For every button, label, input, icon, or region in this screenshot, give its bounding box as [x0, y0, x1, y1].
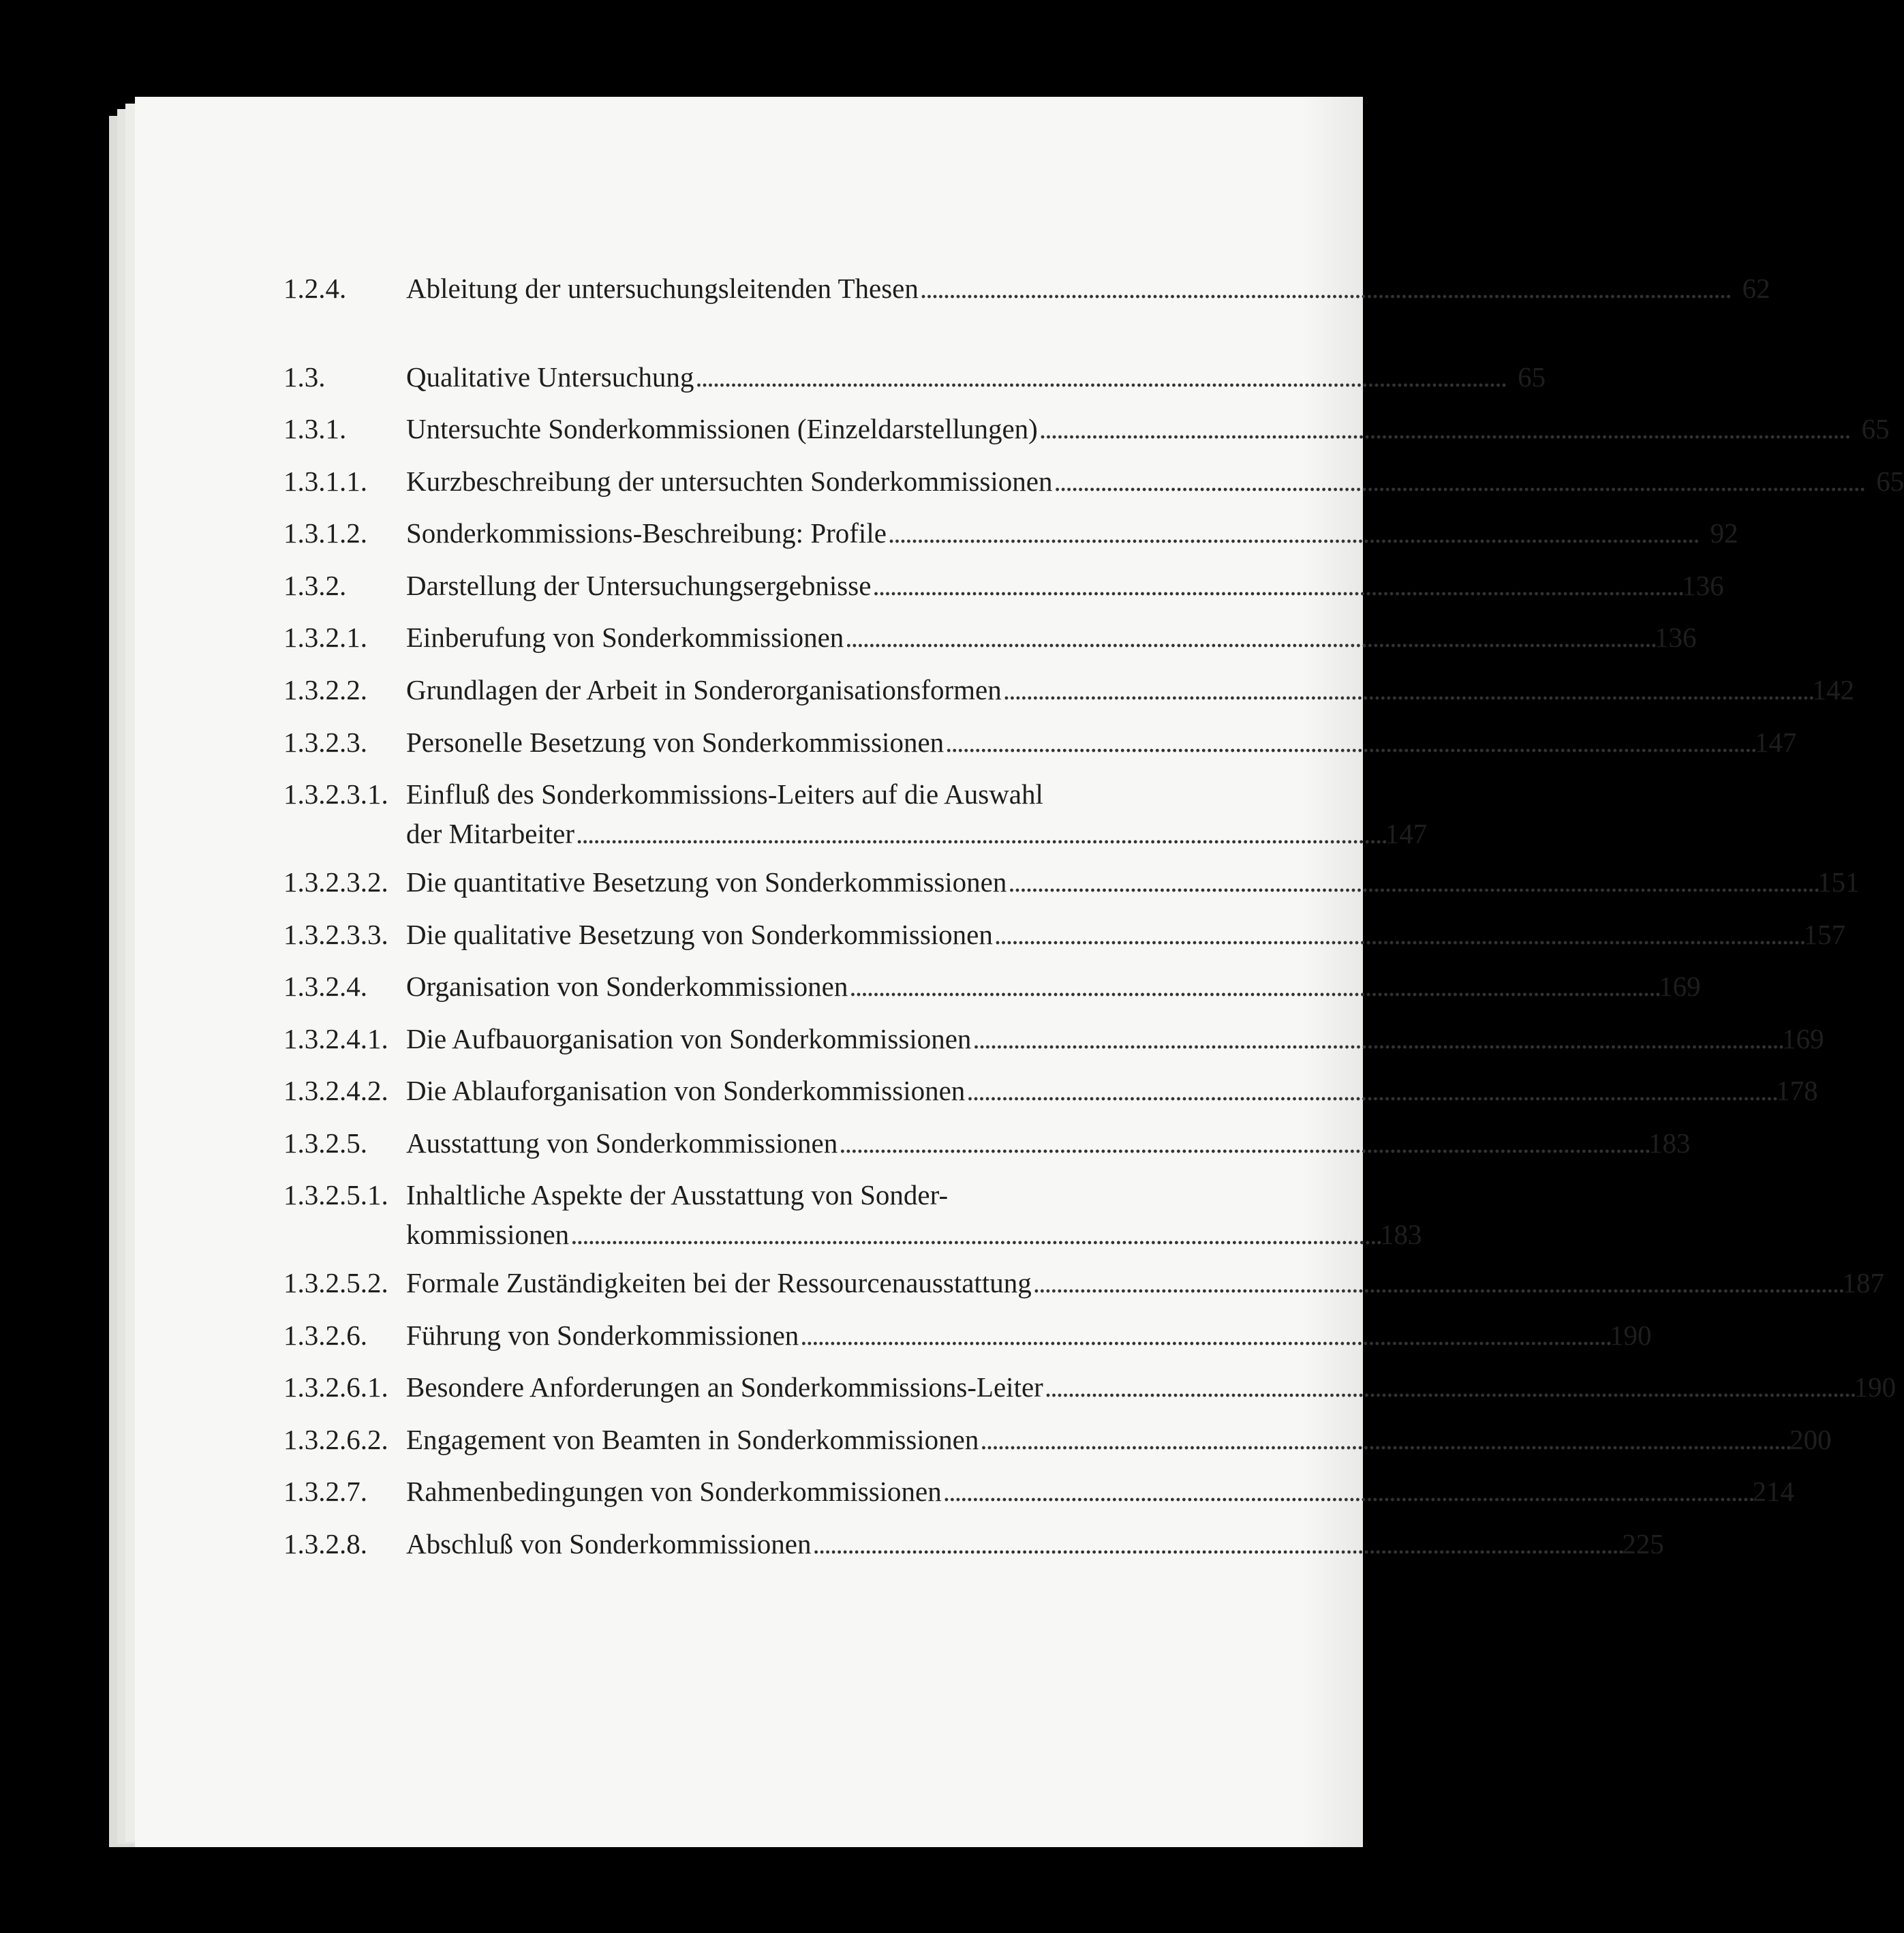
toc-entry-title: Qualitative Untersuchung — [406, 361, 694, 393]
toc-entry-line — [406, 1175, 1422, 1215]
toc-entry-number: 1.3.2.3.2. — [283, 866, 388, 898]
toc-entry — [283, 915, 1846, 954]
toc-entry-line — [406, 1420, 1832, 1459]
toc-entry-title: Untersuchte Sonderkommissionen (Einzeldarstellungen) — [406, 413, 1038, 444]
toc-entry — [283, 269, 1770, 308]
toc-entry-title: Führung von Sonderkommissionen — [406, 1320, 799, 1351]
toc-entry-number: 1.3.2.3. — [283, 727, 367, 758]
toc-entry-page-number: 225 — [1622, 1528, 1664, 1559]
toc-entry-body — [406, 1420, 1832, 1459]
dot-leader — [812, 1524, 1621, 1564]
toc-entry-body — [406, 357, 1546, 397]
toc-entry-number: 1.3. — [283, 361, 326, 393]
toc-entry — [283, 1367, 1897, 1407]
toc-entry-body — [406, 1123, 1690, 1163]
toc-entry-title: Darstellung der Untersuchungsergebnisse — [406, 570, 872, 601]
toc-entry-number: 1.3.2.6. — [283, 1320, 367, 1351]
toc-entry-number: 1.3.2.5. — [283, 1127, 367, 1159]
dot-leader — [576, 814, 1384, 853]
dot-leader — [945, 722, 1753, 762]
toc-entry-line — [406, 1263, 1884, 1303]
toc-entry-number: 1.3.2. — [283, 570, 347, 601]
toc-entry-body — [406, 1019, 1824, 1059]
toc-entry — [283, 1315, 1652, 1355]
toc-entry — [283, 461, 1904, 501]
toc-entry-title: Besondere Anforderungen an Sonderkommissions-Leiter — [406, 1371, 1043, 1403]
toc-entry-line — [406, 618, 1697, 657]
toc-entry-body — [406, 1315, 1652, 1355]
toc-entry-line — [406, 1315, 1652, 1355]
toc-entry-number: 1.3.2.5.2. — [283, 1267, 388, 1298]
toc-entry-body — [406, 513, 1738, 553]
toc-entry-page-number: 147 — [1385, 818, 1428, 849]
toc-entry — [283, 670, 1854, 710]
toc-entry-line — [406, 1524, 1664, 1564]
toc-entry-number: 1.2.4. — [283, 273, 347, 304]
toc-entry — [283, 1019, 1824, 1059]
dot-leader — [849, 966, 1657, 1006]
toc-entry-number: 1.3.1. — [283, 413, 347, 444]
toc-entry-body — [406, 1524, 1664, 1564]
toc-entry — [283, 409, 1890, 448]
toc-entry — [283, 722, 1797, 762]
dot-leader — [980, 1420, 1788, 1459]
toc-entry-title: Die Aufbauorganisation von Sonderkommissionen — [406, 1023, 972, 1054]
dot-leader — [1003, 670, 1811, 710]
toc-entry-page-number: 183 — [1648, 1127, 1691, 1159]
toc-entry-title: Kurzbeschreibung der untersuchten Sonderkommissionen — [406, 466, 1053, 497]
toc-entry — [283, 357, 1546, 397]
dot-leader — [845, 618, 1653, 657]
toc-entry-number: 1.3.2.6.1. — [283, 1371, 388, 1403]
dot-leader — [1033, 1263, 1841, 1303]
toc-entry — [283, 1123, 1691, 1163]
toc-entry-page-number: 136 — [1655, 622, 1697, 653]
toc-entry-title: der Mitarbeiter — [406, 818, 575, 849]
toc-entry-title: Einfluß des Sonderkommissions-Leiters auf die Auswahl — [406, 778, 1043, 810]
toc-entry-line — [406, 1071, 1818, 1110]
toc-entry-body — [406, 461, 1904, 501]
toc-entry-number: 1.3.2.4.2. — [283, 1075, 388, 1106]
toc-entry-line — [406, 1123, 1690, 1163]
toc-entry — [283, 1524, 1664, 1564]
toc-entry — [283, 618, 1697, 657]
toc-entry-body — [406, 862, 1860, 902]
toc-entry-line — [406, 566, 1724, 605]
toc-entry — [283, 1472, 1794, 1511]
toc-entry-line — [406, 722, 1796, 762]
toc-entry-title: Abschluß von Sonderkommissionen — [406, 1528, 812, 1559]
toc-entry-number: 1.3.2.8. — [283, 1528, 367, 1559]
toc-entry-body — [406, 670, 1854, 710]
toc-entry-body — [406, 1071, 1818, 1110]
toc-entry-title: Organisation von Sonderkommissionen — [406, 971, 848, 1002]
dot-leader — [695, 357, 1503, 397]
toc-entry — [283, 1071, 1818, 1110]
dot-leader — [1054, 461, 1862, 501]
dot-leader — [800, 1315, 1608, 1355]
toc-entry — [283, 966, 1701, 1006]
dot-leader — [972, 1019, 1781, 1059]
toc-entry-title: Formale Zuständigkeiten bei der Ressourcenausstattung — [406, 1267, 1032, 1298]
toc-entry-title: Grundlagen der Arbeit in Sonderorganisationsformen — [406, 674, 1002, 705]
toc-entry-line — [406, 513, 1738, 553]
toc-entry-page-number: 190 — [1610, 1320, 1652, 1351]
toc-entry-title: kommissionen — [406, 1219, 570, 1250]
toc-entry-line — [406, 966, 1701, 1006]
toc-entry-line — [406, 774, 1427, 814]
toc-entry-line — [406, 1472, 1794, 1511]
toc-entry-page-number: 142 — [1812, 674, 1854, 705]
toc-entry-line — [406, 461, 1904, 501]
toc-entry-body — [406, 566, 1724, 605]
toc-entry-title: Engagement von Beamten in Sonderkommissionen — [406, 1424, 979, 1455]
toc-entry-line — [406, 1367, 1896, 1407]
toc-entry — [283, 513, 1738, 553]
toc-entry-number: 1.3.1.1. — [283, 466, 367, 497]
toc-entry — [283, 774, 1428, 853]
toc-entry-page-number: 65 — [1518, 361, 1546, 393]
dot-leader — [966, 1071, 1775, 1110]
toc-entry-page-number: 190 — [1854, 1371, 1897, 1403]
toc-entry-title: Rahmenbedingungen von Sonderkommissionen — [406, 1476, 942, 1507]
toc-entry-body — [406, 269, 1770, 308]
toc-entry-number: 1.3.2.1. — [283, 622, 367, 653]
dot-leader — [570, 1215, 1379, 1254]
toc-entry-line — [406, 1019, 1824, 1059]
toc-entry-title: Personelle Besetzung von Sonderkommissionen — [406, 727, 945, 758]
toc-entry-page-number: 62 — [1742, 273, 1770, 304]
toc-entry-page-number: 214 — [1752, 1476, 1794, 1507]
toc-entry-body — [406, 774, 1427, 853]
toc-entry-page-number: 178 — [1776, 1075, 1818, 1106]
toc-entry-number: 1.3.1.2. — [283, 517, 367, 549]
toc-entry-page-number: 147 — [1754, 727, 1797, 758]
toc-entry — [283, 1263, 1884, 1303]
dot-leader — [1039, 409, 1847, 448]
toc-entry-title: Ausstattung von Sonderkommissionen — [406, 1127, 838, 1159]
toc-entry-number: 1.3.2.6.2. — [283, 1424, 388, 1455]
dot-leader — [872, 566, 1680, 605]
toc-entry-page-number: 157 — [1803, 919, 1846, 950]
toc-entry-line — [406, 269, 1770, 308]
toc-entry-title: Ableitung der untersuchungsleitenden Thesen — [406, 273, 919, 304]
toc-entry-page-number: 169 — [1659, 971, 1701, 1002]
toc-entry-title: Die Ablauforganisation von Sonderkommissionen — [406, 1075, 966, 1106]
toc-entry-page-number: 183 — [1379, 1219, 1422, 1250]
toc-entry-line — [406, 670, 1854, 710]
toc-entry-title: Die quantitative Besetzung von Sonderkommissionen — [406, 866, 1007, 898]
toc-entry-page-number: 169 — [1782, 1023, 1824, 1054]
dot-leader — [888, 513, 1696, 553]
toc-entry-line — [406, 862, 1860, 902]
toc-entry-title: Inhaltliche Aspekte der Ausstattung von Sonder- — [406, 1179, 949, 1211]
toc-entry-title: Die qualitative Besetzung von Sonderkommissionen — [406, 919, 993, 950]
dot-leader — [839, 1123, 1647, 1163]
toc-entry-number: 1.3.2.5.1. — [283, 1179, 388, 1211]
toc-entry-body — [406, 1175, 1422, 1254]
toc-entry-number: 1.3.2.7. — [283, 1476, 367, 1507]
toc-entry-body — [406, 966, 1701, 1006]
toc-entry-number: 1.3.2.4.1. — [283, 1023, 388, 1054]
dot-leader — [943, 1472, 1751, 1511]
toc-entry-body — [406, 618, 1697, 657]
toc-entry-page-number: 65 — [1861, 413, 1890, 444]
toc-entry — [283, 862, 1860, 902]
toc-entry-page-number: 136 — [1682, 570, 1724, 601]
toc-entry-body — [406, 1263, 1884, 1303]
toc-entry-body — [406, 409, 1890, 448]
toc-entry-number: 1.3.2.4. — [283, 971, 367, 1002]
toc-entry-body — [406, 1367, 1896, 1407]
toc-entry-title: Sonderkommissions-Beschreibung: Profile — [406, 517, 887, 549]
dot-leader — [994, 915, 1802, 954]
toc-entry-title: Einberufung von Sonderkommissionen — [406, 622, 844, 653]
toc-entry-line — [406, 915, 1845, 954]
dot-leader — [920, 269, 1728, 308]
dot-leader — [1008, 862, 1816, 902]
toc-entry-line — [406, 357, 1546, 397]
toc-entry — [283, 1175, 1422, 1254]
toc-entry-page-number: 65 — [1876, 466, 1904, 497]
toc-entry-page-number: 151 — [1817, 866, 1860, 898]
toc-entry-body — [406, 915, 1845, 954]
toc-entry — [283, 566, 1724, 605]
book-page — [135, 97, 1904, 1847]
toc-entry-line — [406, 409, 1890, 448]
toc-entry-page-number: 200 — [1790, 1424, 1832, 1455]
toc-entry-number: 1.3.2.3.3. — [283, 919, 388, 950]
toc-entry-line — [406, 814, 1427, 853]
toc-entry-page-number: 92 — [1710, 517, 1738, 549]
dot-leader — [1045, 1367, 1853, 1407]
toc-entry — [283, 1420, 1832, 1459]
toc-entry-line — [406, 1215, 1422, 1254]
toc-entry-number: 1.3.2.2. — [283, 674, 367, 705]
toc-entry-number: 1.3.2.3.1. — [283, 778, 388, 810]
toc-entry-page-number: 187 — [1842, 1267, 1884, 1298]
toc-entry-body — [406, 1472, 1794, 1511]
toc-entry-body — [406, 722, 1796, 762]
